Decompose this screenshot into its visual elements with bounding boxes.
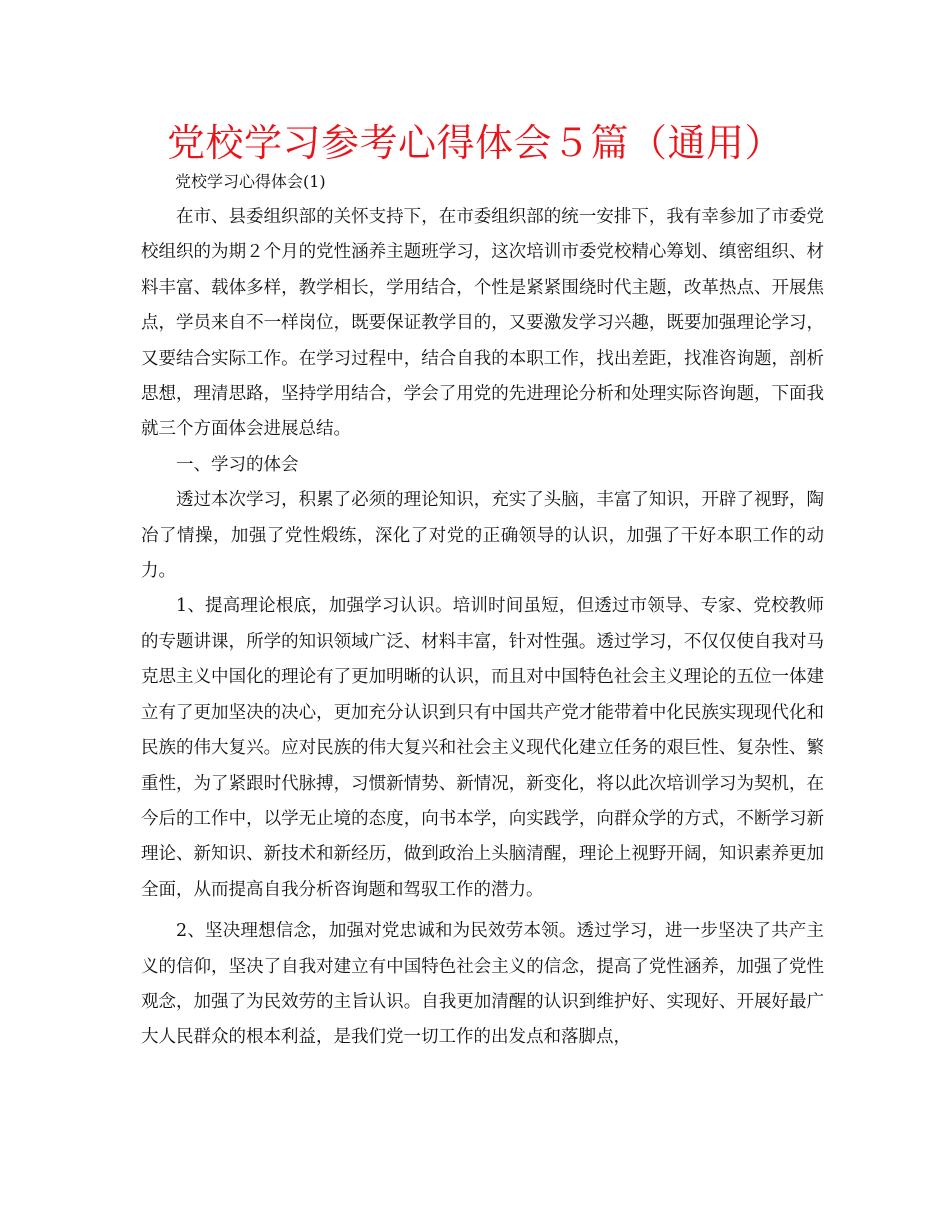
paragraph-learning-summary: 透过本次学习，积累了必须的理论知识，充实了头脑，丰富了知识，开辟了视野，陶冶了情操，加强了党性煅练，深化了对党的正确领导的认识，加强了干好本职工作的动力。 [141,490,824,582]
paragraph-intro: 在市、县委组织部的关怀支持下，在市委组织部的统一安排下，我有幸参加了市委党校组织的为期２个月的党性涵养主题班学习，这次培训市委党校精心筹划、缜密组织、材料丰富、载体多样，教学相长，学用结合，个性是紧紧围绕时代主题，改革热点、开展焦点，学员来自不一样岗位，既要保证教学目的，又要激发学习兴趣，既要加强理论学习，又要结合实际工作。在学习过程中，结合自我的本职工作，找出差距，找准咨询题，剖析思想，理清思路，坚持学用结合，学会了用党的先进理论分析和处理实际咨询题，下面我就三个方面体会进展总结。 [141,207,824,440]
paragraph-point-2: 2、坚决理想信念，加强对党忠诚和为民效劳本领。透过学习，进一步坚决了共产主义的信仰，坚决了自我对建立有中国特色社会主义的信念，提高了党性涵养，加强了党性观念，加强了为民效劳的主旨认识。自我更加清醒的认识到维护好、实现好、开展好最广大人民群众的根本利益，是我们党一切工作的出发点和落脚点， [141,921,824,1048]
document-subtitle: 党校学习心得体会(1) [175,172,326,191]
document-title: 党校学习参考心得体会５篇（通用） [166,121,783,165]
document-body [141,200,824,1056]
paragraph-point-1: 1、提高理论根底，加强学习认识。培训时间虽短，但透过市领导、专家、党校教师的专题讲课，所学的知识领域广泛、材料丰富，针对性强。透过学习，不仅仅使自我对马克思主义中国化的理论有了更加明晰的认识，而且对中国特色社会主义理论的五位一体建立有了更加坚决的决心，更加充分认识到只有中国共产党才能带着中化民族实现现代化和民族的伟大复兴。应对民族的伟大复兴和社会主义现代化建立任务的艰巨性、复杂性、繁重性，为了紧跟时代脉搏，习惯新情势、新情况，新变化，将以此次培训学习为契机，在今后的工作中，以学无止境的态度，向书本学，向实践学，向群众学的方式，不断学习新理论、新知识、新技术和新经历，做到政治上头脑清醒，理论上视野开阔，知识素养更加全面，从而提高自我分析咨询题和驾驭工作的潜力。 [141,596,824,900]
section-heading-learning: 一、学习的体会 [176,454,299,475]
